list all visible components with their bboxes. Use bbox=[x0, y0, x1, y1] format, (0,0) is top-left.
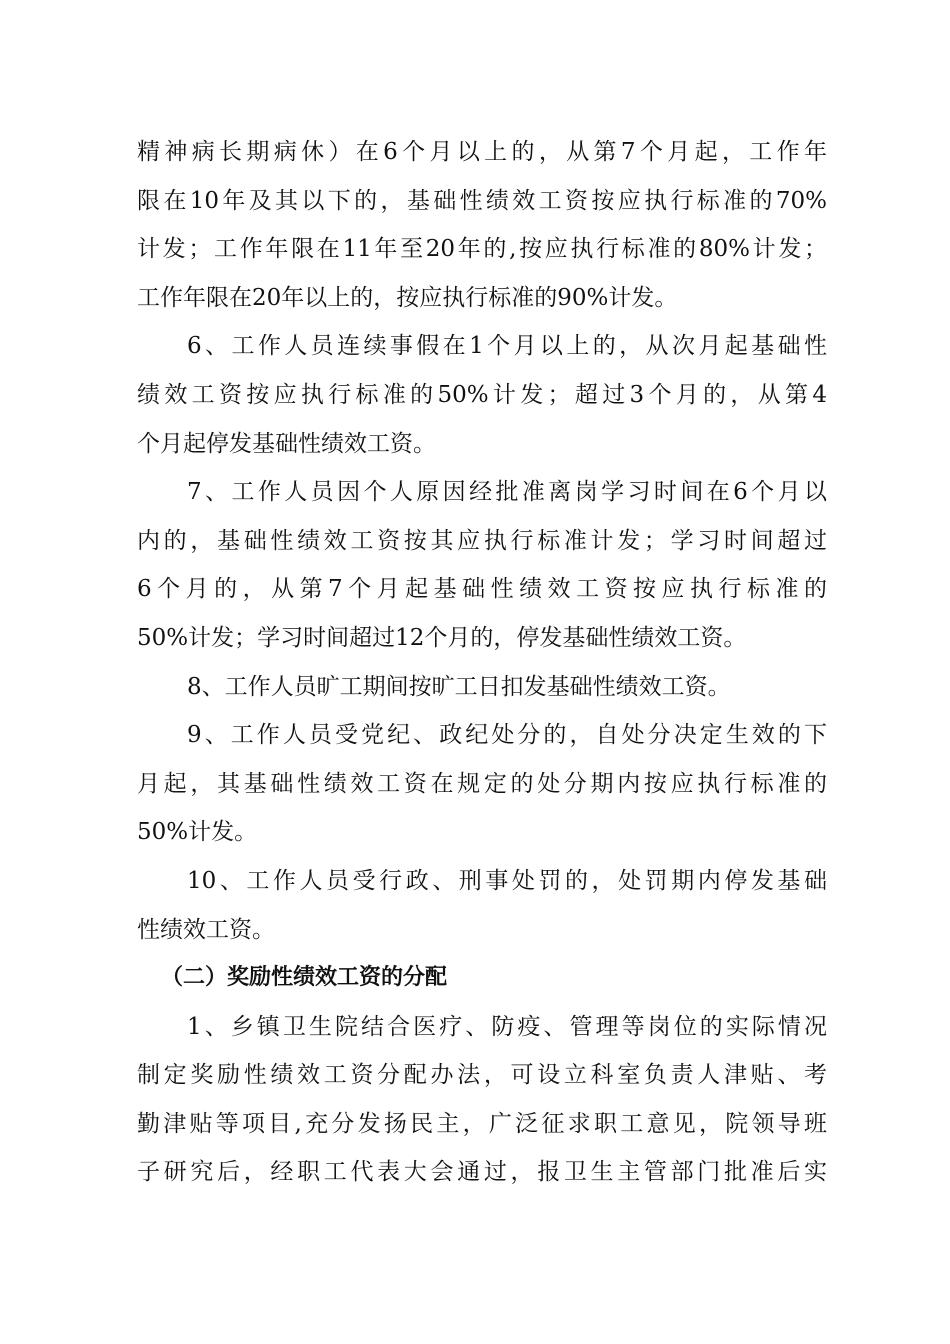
paragraph-line: 6、工作人员连续事假在1个月以上的，从次月起基础性 bbox=[187, 333, 827, 360]
paragraph-line: 9、工作人员受党纪、政纪处分的，自处分决定生效的下 bbox=[187, 722, 827, 749]
paragraph-line: 勤津贴等项目,充分发扬民主，广泛征求职工意见，院领导班 bbox=[137, 1110, 827, 1137]
paragraph-line: 精神病长期病休）在6个月以上的，从第7个月起，工作年 bbox=[137, 139, 827, 165]
section-heading: （二）奖励性绩效工资的分配 bbox=[161, 965, 448, 991]
paragraph-line: 8、工作人员旷工期间按旷工日扣发基础性绩效工资。 bbox=[187, 673, 731, 700]
paragraph-line: 7、工作人员因个人原因经批准离岗学习时间在6个月以 bbox=[187, 479, 827, 506]
document-body bbox=[137, 128, 827, 1197]
paragraph-line: 性绩效工资。 bbox=[137, 916, 275, 943]
paragraph-line: 子研究后，经职工代表大会通过，报卫生主管部门批准后实 bbox=[137, 1159, 827, 1186]
paragraph-line: 月起，其基础性绩效工资在规定的处分期内按应执行标准的 bbox=[137, 770, 827, 797]
paragraph-line: 绩效工资按应执行标准的50%计发；超过3个月的，从第4 bbox=[137, 381, 827, 408]
paragraph-line: 限在10年及其以下的，基础性绩效工资按应执行标准的70% bbox=[137, 187, 827, 214]
paragraph-line: 1、乡镇卫生院结合医疗、防疫、管理等岗位的实际情况 bbox=[187, 1013, 827, 1040]
paragraph-line: 内的，基础性绩效工资按其应执行标准计发；学习时间超过 bbox=[137, 527, 827, 554]
paragraph-line: 6个月的，从第7个月起基础性绩效工资按应执行标准的 bbox=[137, 576, 827, 603]
paragraph-line: 计发；工作年限在11年至20年的,按应执行标准的80%计发； bbox=[137, 236, 827, 263]
paragraph-line: 个月起停发基础性绩效工资。 bbox=[137, 430, 436, 457]
paragraph-line: 工作年限在20年以上的，按应执行标准的90%计发。 bbox=[137, 284, 678, 311]
paragraph-line: 50%计发。 bbox=[137, 819, 258, 846]
paragraph-line: 50%计发；学习时间超过12个月的，停发基础性绩效工资。 bbox=[137, 624, 747, 651]
paragraph-line: 10、工作人员受行政、刑事处罚的，处罚期内停发基础 bbox=[187, 867, 827, 894]
paragraph-line: 制定奖励性绩效工资分配办法，可设立科室负责人津贴、考 bbox=[137, 1062, 827, 1089]
